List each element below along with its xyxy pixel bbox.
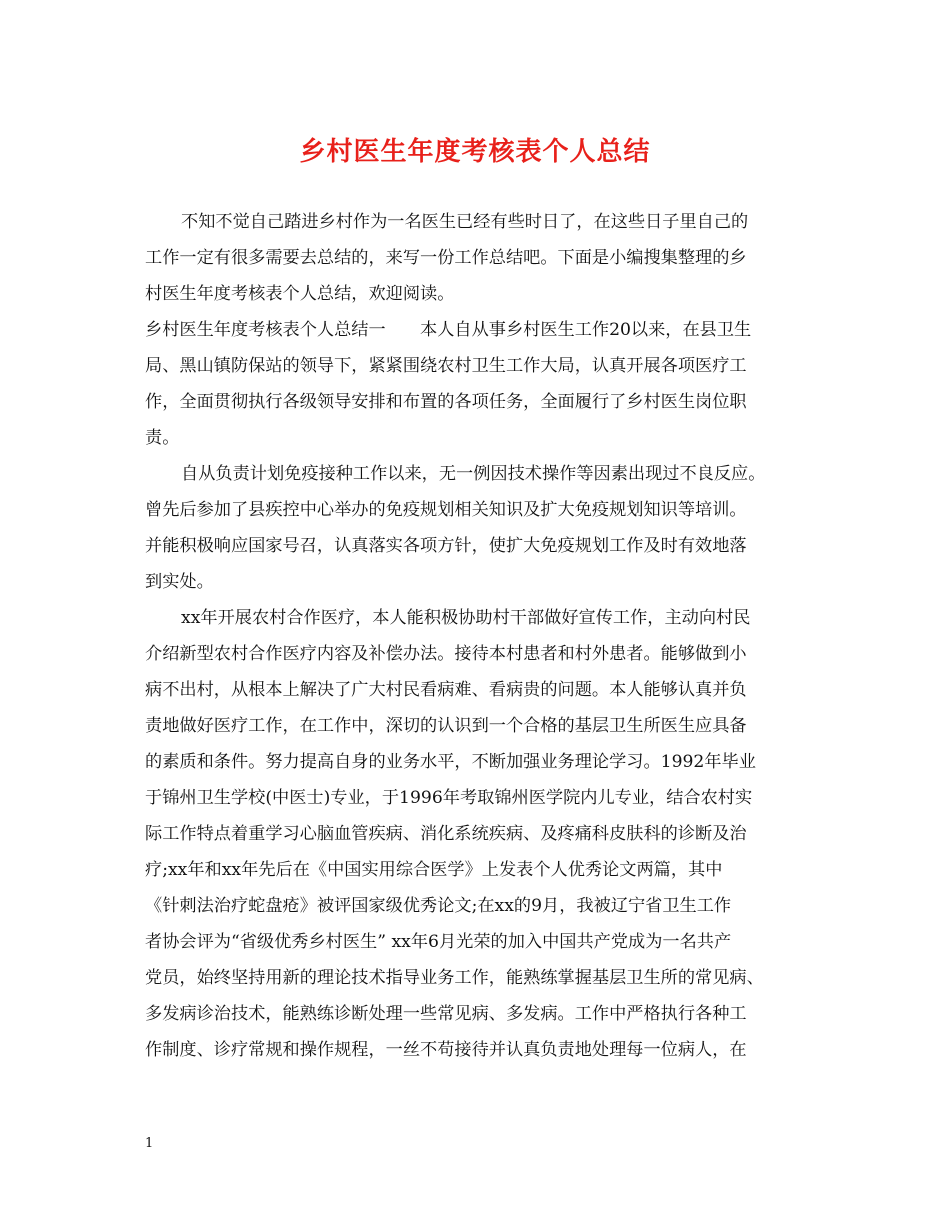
- text-line: 的素质和条件。努力提高自身的业务水平，不断加强业务理论学习。1992年毕业: [145, 752, 756, 772]
- text-line: 村医生年度考核表个人总结，欢迎阅读。: [145, 284, 455, 304]
- text-line: 际工作特点着重学习心脑血管疾病、消化系统疾病、及疼痛科皮肤科的诊断及治: [145, 824, 747, 844]
- text-line: 党员，始终坚持用新的理论技术指导业务工作，能熟练掌握基层卫生所的常见病、: [145, 968, 764, 988]
- page-number: 1: [145, 1136, 154, 1151]
- text-line: 曾先后参加了县疾控中心举办的免疫规划相关知识及扩大免疫规划知识等培训。: [145, 500, 747, 520]
- text-line: 疗;xx年和xx年先后在《中国实用综合医学》上发表个人优秀论文两篇，其中: [145, 860, 723, 880]
- text-line: 病不出村，从根本上解决了广大村民看病难、看病贵的问题。本人能够认真并负: [145, 680, 747, 700]
- document-body: [145, 204, 805, 1068]
- text-line: 作，全面贯彻执行各级领导安排和布置的各项任务，全面履行了乡村医生岗位职: [145, 392, 747, 412]
- text-line: 并能积极响应国家号召，认真落实各项方针，使扩大免疫规划工作及时有效地落: [145, 536, 747, 556]
- text-line: 局、黑山镇防保站的领导下，紧紧围绕农村卫生工作大局，认真开展各项医疗工: [145, 356, 747, 376]
- text-line: 于锦州卫生学校(中医士)专业，于1996年考取锦州医学院内儿专业，结合农村实: [145, 788, 753, 808]
- text-line: xx年开展农村合作医疗，本人能积极协助村干部做好宣传工作，主动向村民: [181, 608, 751, 628]
- text-line: 不知不觉自己踏进乡村作为一名医生已经有些时日了，在这些日子里自己的: [181, 212, 749, 232]
- text-line: 乡村医生年度考核表个人总结一 本人自从事乡村医生工作20以来，在县卫生: [145, 320, 752, 340]
- text-line: 工作一定有很多需要去总结的，来写一份工作总结吧。下面是小编搜集整理的乡: [145, 248, 747, 268]
- text-line: 责地做好医疗工作，在工作中，深切的认识到一个合格的基层卫生所医生应具备: [145, 716, 747, 736]
- text-line: 介绍新型农村合作医疗内容及补偿办法。接待本村患者和村外患者。能够做到小: [145, 644, 747, 664]
- document-title: 乡村医生年度考核表个人总结: [299, 137, 651, 167]
- text-line: 到实处。: [145, 572, 214, 592]
- text-line: 《针刺法治疗蛇盘疮》被评国家级优秀论文;在xx的9月，我被辽宁省卫生工作: [145, 896, 732, 916]
- text-line: 作制度、诊疗常规和操作规程，一丝不苟接待并认真负责地处理每一位病人，在: [145, 1040, 747, 1060]
- text-line: 多发病诊治技术，能熟练诊断处理一些常见病、多发病。工作中严格执行各种工: [145, 1004, 747, 1024]
- text-line: 者协会评为“省级优秀乡村医生” xx年6月光荣的加入中国共产党成为一名共产: [145, 932, 732, 952]
- text-line: 自从负责计划免疫接种工作以来，无一例因技术操作等因素出现过不良反应。: [181, 464, 766, 484]
- text-line: 责。: [145, 428, 180, 448]
